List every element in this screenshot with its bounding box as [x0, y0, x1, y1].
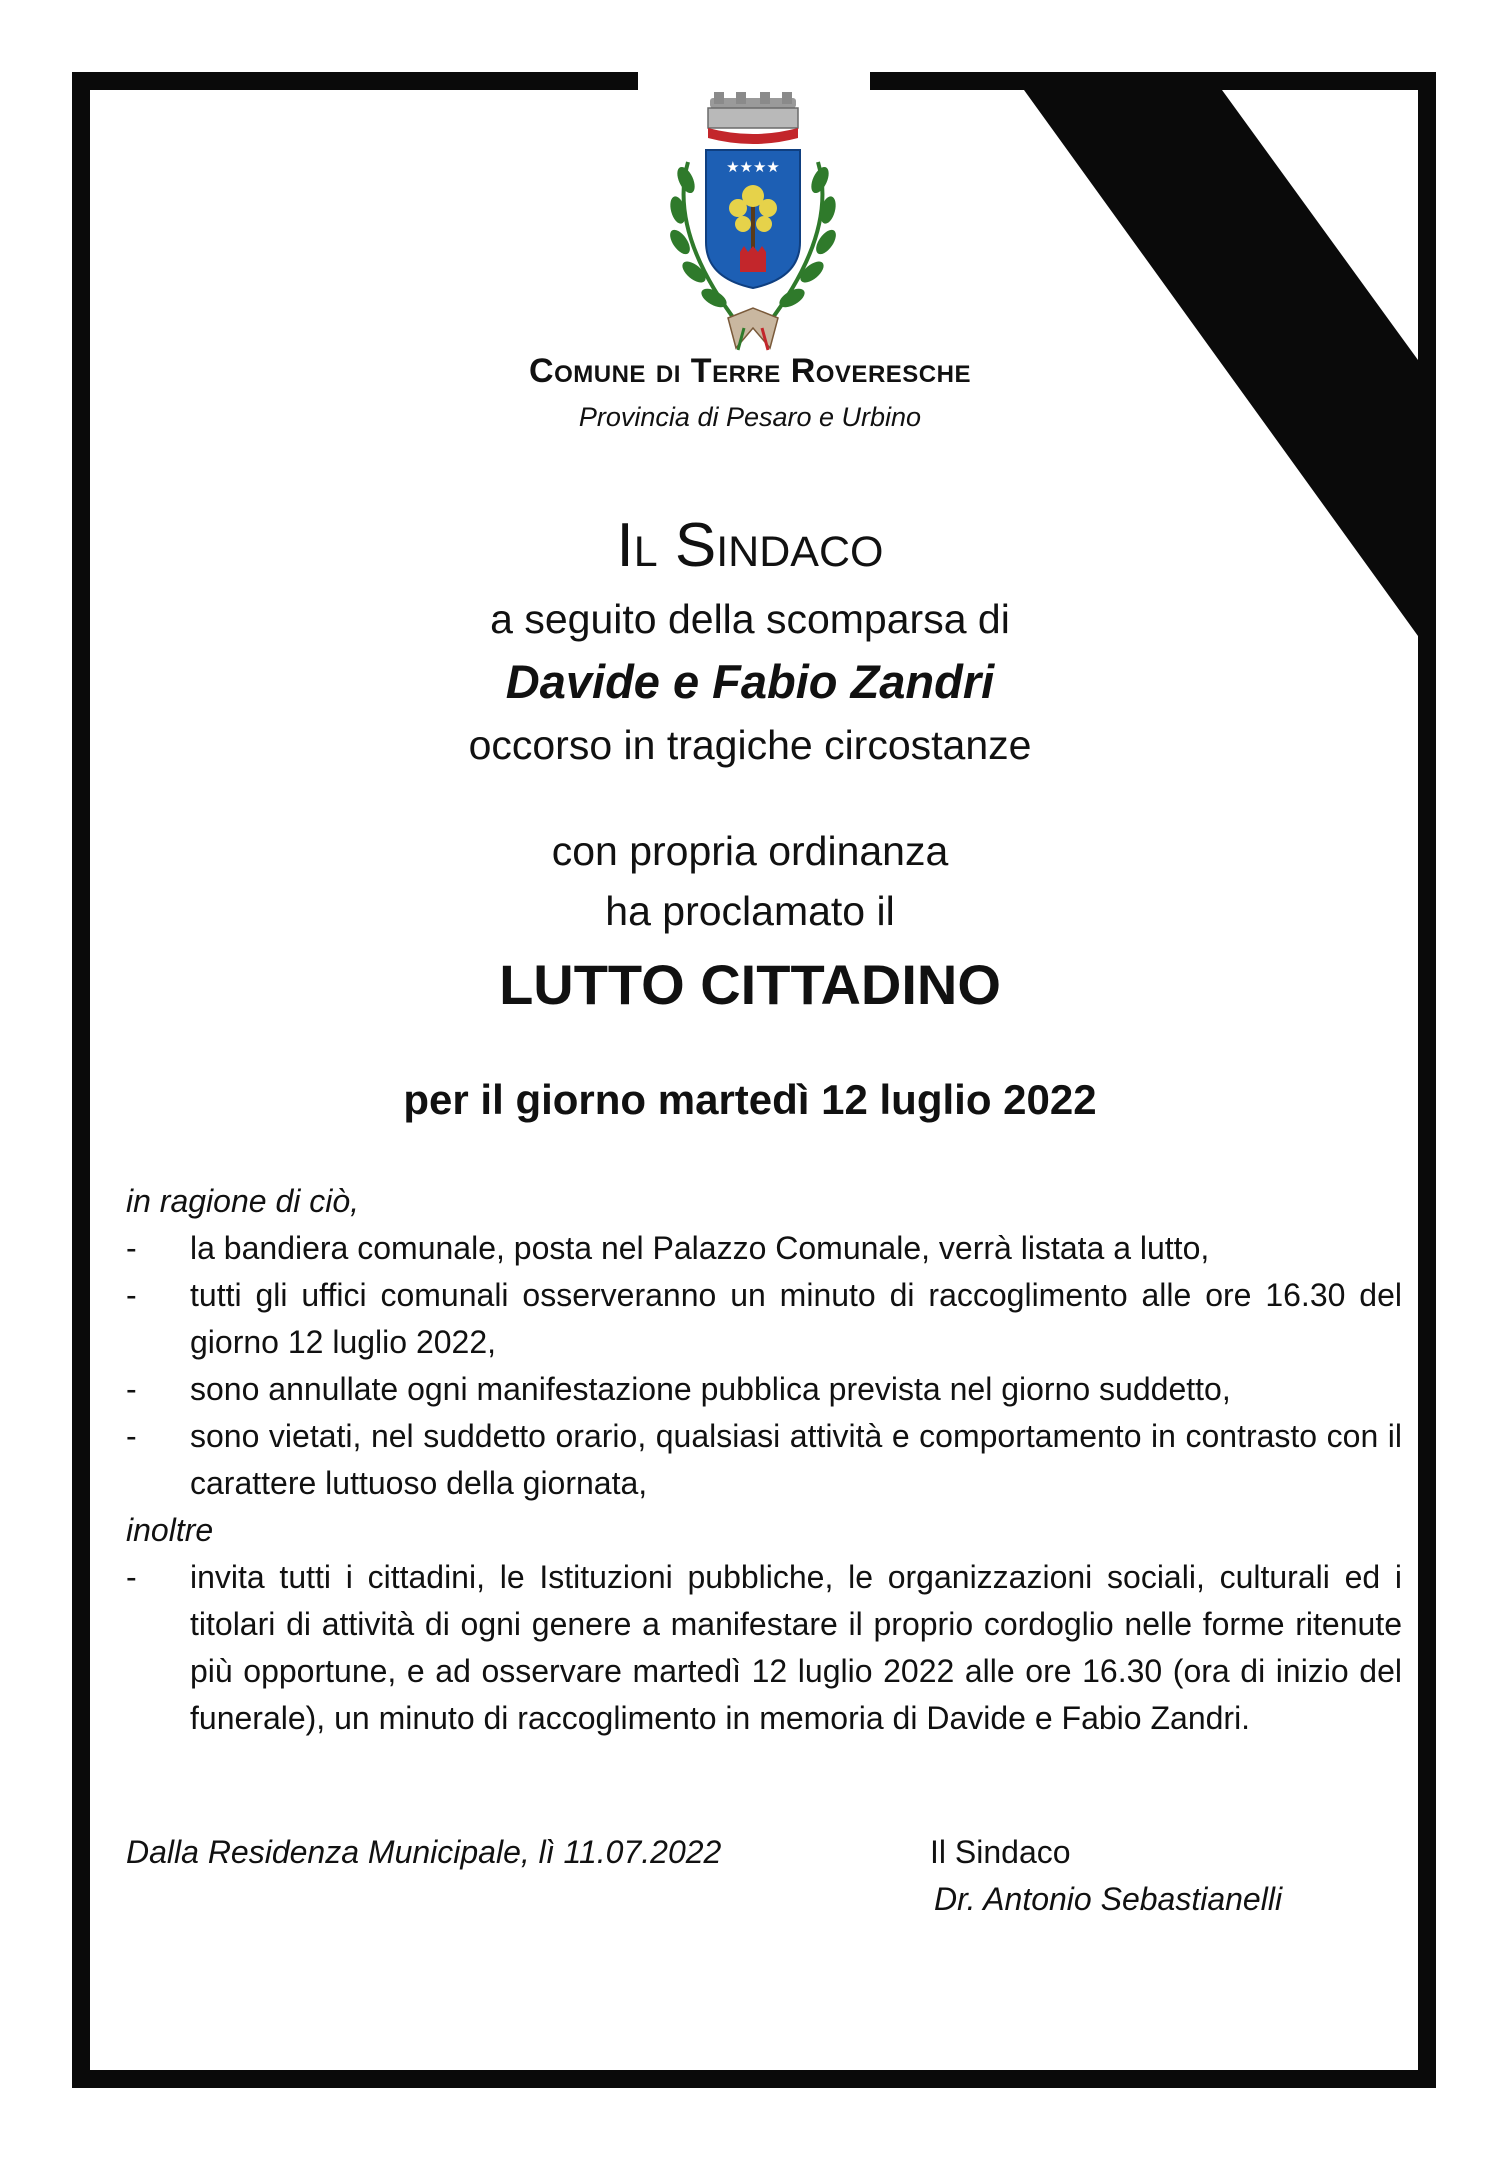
list-dash: -: [126, 1418, 137, 1454]
announcement-line-1: a seguito della scomparsa di: [490, 596, 1010, 642]
announcement-line-4: ha proclamato il: [605, 888, 895, 934]
body-inoltre: inoltre: [126, 1512, 214, 1548]
announcement-line-2: occorso in tragiche circostanze: [468, 722, 1032, 768]
list-item: [126, 1225, 1402, 1272]
list-dash: -: [126, 1230, 137, 1266]
list-dash: -: [126, 1371, 137, 1407]
list-item: [126, 1554, 1402, 1742]
list-item: [126, 1366, 1402, 1413]
province-name: Provincia di Pesaro e Urbino: [578, 402, 922, 432]
shield-icon: [706, 150, 800, 288]
invitation-list: [126, 1554, 1402, 1742]
municipality-name: Comune di Terre Roveresche: [529, 352, 971, 390]
list-item-text: tutti gli uffici comunali osserveranno un minuto di raccoglimento alle ore 16.30 del giorno 12 luglio 2022,: [190, 1277, 1402, 1360]
signature-place-date: Dalla Residenza Municipale, lì 11.07.2022: [126, 1834, 722, 1870]
list-item-text: sono annullate ogni manifestazione pubblica prevista nel giorno suddetto,: [190, 1371, 1231, 1407]
mourning-heading: LUTTO CITTADINO: [499, 953, 1001, 1016]
frame-gap: [638, 60, 870, 94]
list-dash: -: [126, 1277, 137, 1313]
svg-text:★★★★: ★★★★: [726, 158, 780, 176]
deceased-names: Davide e Fabio Zandri: [505, 655, 995, 708]
announcement-line-3: con propria ordinanza: [551, 828, 949, 874]
list-item-text: la bandiera comunale, posta nel Palazzo Comunale, verrà listata a lutto,: [190, 1230, 1210, 1266]
list-item: [126, 1272, 1402, 1366]
crown-icon: [708, 92, 798, 144]
signature-role: Il Sindaco: [930, 1834, 1071, 1870]
mayor-title: Il Sindaco: [616, 511, 884, 580]
list-item-text: sono vietati, nel suddetto orario, qualsiasi attività e comportamento in contrasto con il carattere luttuoso della giornata,: [190, 1418, 1402, 1501]
measures-list: [126, 1225, 1402, 1507]
list-dash: -: [126, 1559, 137, 1595]
coat-of-arms-icon: [648, 92, 858, 352]
signature-name: Dr. Antonio Sebastianelli: [934, 1881, 1283, 1917]
list-item: [126, 1413, 1402, 1507]
body-intro: in ragione di ciò,: [126, 1183, 360, 1219]
list-item-text: invita tutti i cittadini, le Istituzioni pubbliche, le organizzazioni sociali, culturali ed i titolari di attività di ogni genere a manifestare il proprio cordoglio nelle forme ritenute più opportune, e ad osservare martedì 12 luglio 2022 alle ore 16.30 (ora di inizio del funerale), un minuto di raccoglimento in memoria di Davide e Fabio Zandri.: [190, 1559, 1402, 1736]
mourning-date: per il giorno martedì 12 luglio 2022: [403, 1076, 1097, 1123]
tricolor-ribbon-icon: [728, 308, 778, 350]
